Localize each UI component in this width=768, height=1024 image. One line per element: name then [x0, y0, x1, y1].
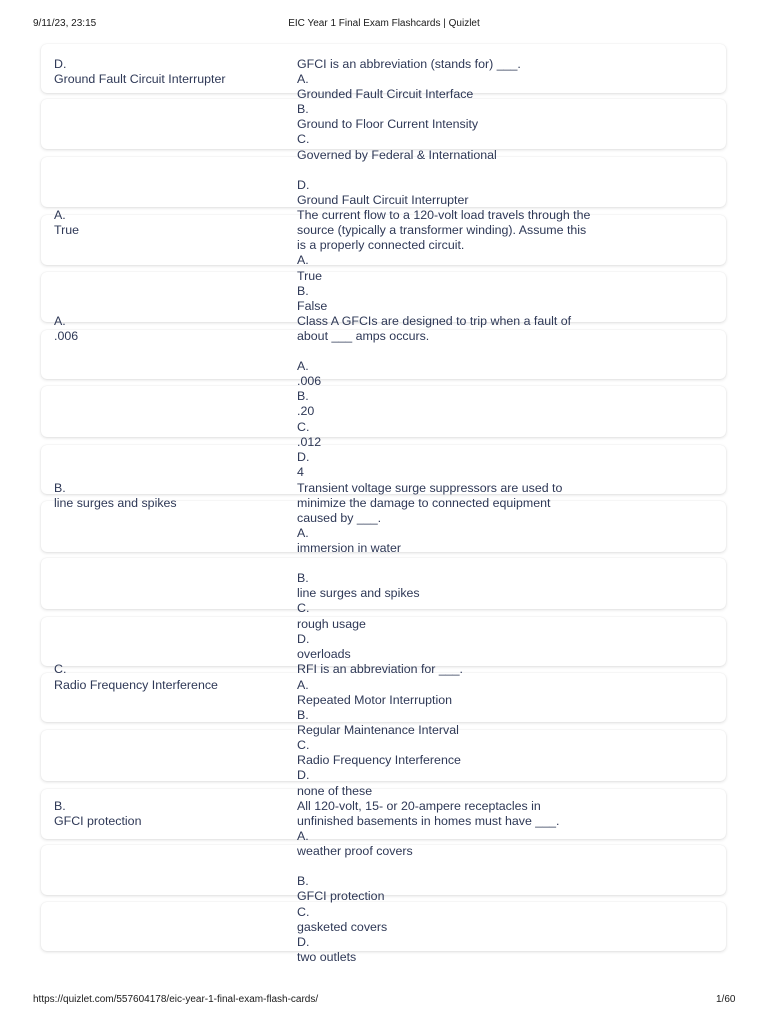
answer-text: .006 — [54, 329, 79, 343]
question-line: none of these — [297, 784, 373, 798]
question-line: A. — [297, 359, 309, 373]
question-line: Governed by Federal & International — [297, 148, 497, 162]
answer-text: Radio Frequency Interference — [54, 678, 218, 692]
question-line: B. — [297, 708, 309, 722]
question-line: B. — [297, 571, 309, 585]
answer-text: line surges and spikes — [54, 496, 177, 510]
question-line: False — [297, 299, 328, 313]
answer-letter: A. — [54, 314, 66, 328]
answer-text: True — [54, 223, 80, 237]
question-line: unfinished basements in homes must have ___. — [297, 814, 560, 828]
page-title: EIC Year 1 Final Exam Flashcards | Quizlet — [288, 18, 480, 29]
question-line: gasketed covers — [297, 920, 388, 934]
question-line: weather proof covers — [297, 844, 413, 858]
question-line: rough usage — [297, 617, 366, 631]
question-line: D. — [297, 935, 310, 949]
question-line: B. — [297, 102, 309, 116]
question-line: C. — [297, 420, 310, 434]
question-line: Class A GFCIs are designed to trip when a fault of — [297, 314, 572, 328]
question-line: minimize the damage to connected equipment — [297, 496, 551, 510]
question-line: C. — [297, 905, 310, 919]
question-line: C. — [297, 601, 310, 615]
question-line: Repeated Motor Interruption — [297, 693, 452, 707]
question-line: GFCI is an abbreviation (stands for) ___. — [297, 57, 521, 71]
question-line: B. — [297, 284, 309, 298]
question-line: Grounded Fault Circuit Interface — [297, 87, 474, 101]
question-line: about ___ amps occurs. — [297, 329, 430, 343]
question-line: A. — [297, 253, 309, 267]
answer-letter: D. — [54, 57, 67, 71]
answer-letter: C. — [54, 662, 67, 676]
question-line: B. — [297, 874, 309, 888]
question-line: D. — [297, 178, 310, 192]
question-line: D. — [297, 632, 310, 646]
question-line: is a properly connected circuit. — [297, 238, 465, 252]
question-line: caused by ___. — [297, 511, 382, 525]
question-line: All 120-volt, 15- or 20-ampere receptacles in — [297, 799, 541, 813]
print-datetime: 9/11/23, 23:15 — [33, 18, 97, 29]
question-line: Radio Frequency Interference — [297, 753, 461, 767]
question-line: Regular Maintenance Interval — [297, 723, 459, 737]
question-line: GFCI protection — [297, 889, 385, 903]
question-line: C. — [297, 738, 310, 752]
card-box — [41, 617, 726, 666]
question-line: 4 — [297, 465, 304, 479]
question-line: overloads — [297, 647, 351, 661]
answer-letter: A. — [54, 208, 66, 222]
card-box — [41, 386, 726, 437]
page-number: 1/60 — [716, 994, 736, 1005]
answer-text: GFCI protection — [54, 814, 142, 828]
question-line: Ground to Floor Current Intensity — [297, 117, 479, 131]
answer-letter: B. — [54, 799, 66, 813]
question-line: immersion in water — [297, 541, 401, 555]
question-line: D. — [297, 450, 310, 464]
page-url[interactable]: https://quizlet.com/557604178/eic-year-1-final-exam-flash-cards/ — [33, 994, 319, 1005]
question-line: The current flow to a 120-volt load travels through the — [297, 208, 591, 222]
question-line: Transient voltage surge suppressors are used to — [297, 481, 563, 495]
answer-text: Ground Fault Circuit Interrupter — [54, 72, 226, 86]
question-line: two outlets — [297, 950, 357, 964]
question-line: .20 — [297, 404, 315, 418]
question-line: C. — [297, 132, 310, 146]
question-line: Ground Fault Circuit Interrupter — [297, 193, 469, 207]
question-line: A. — [297, 678, 309, 692]
question-line: line surges and spikes — [297, 586, 420, 600]
question-line: True — [297, 269, 323, 283]
card-box — [41, 558, 726, 609]
answer-letter: B. — [54, 481, 66, 495]
question-line: RFI is an abbreviation for ___. — [297, 662, 463, 676]
question-line: .006 — [297, 374, 322, 388]
question-line: B. — [297, 389, 309, 403]
question-line: A. — [297, 829, 309, 843]
question-line: A. — [297, 72, 309, 86]
question-line: A. — [297, 526, 309, 540]
question-line: .012 — [297, 435, 322, 449]
question-line: source (typically a transformer winding). Assume this — [297, 223, 587, 237]
question-line: D. — [297, 768, 310, 782]
